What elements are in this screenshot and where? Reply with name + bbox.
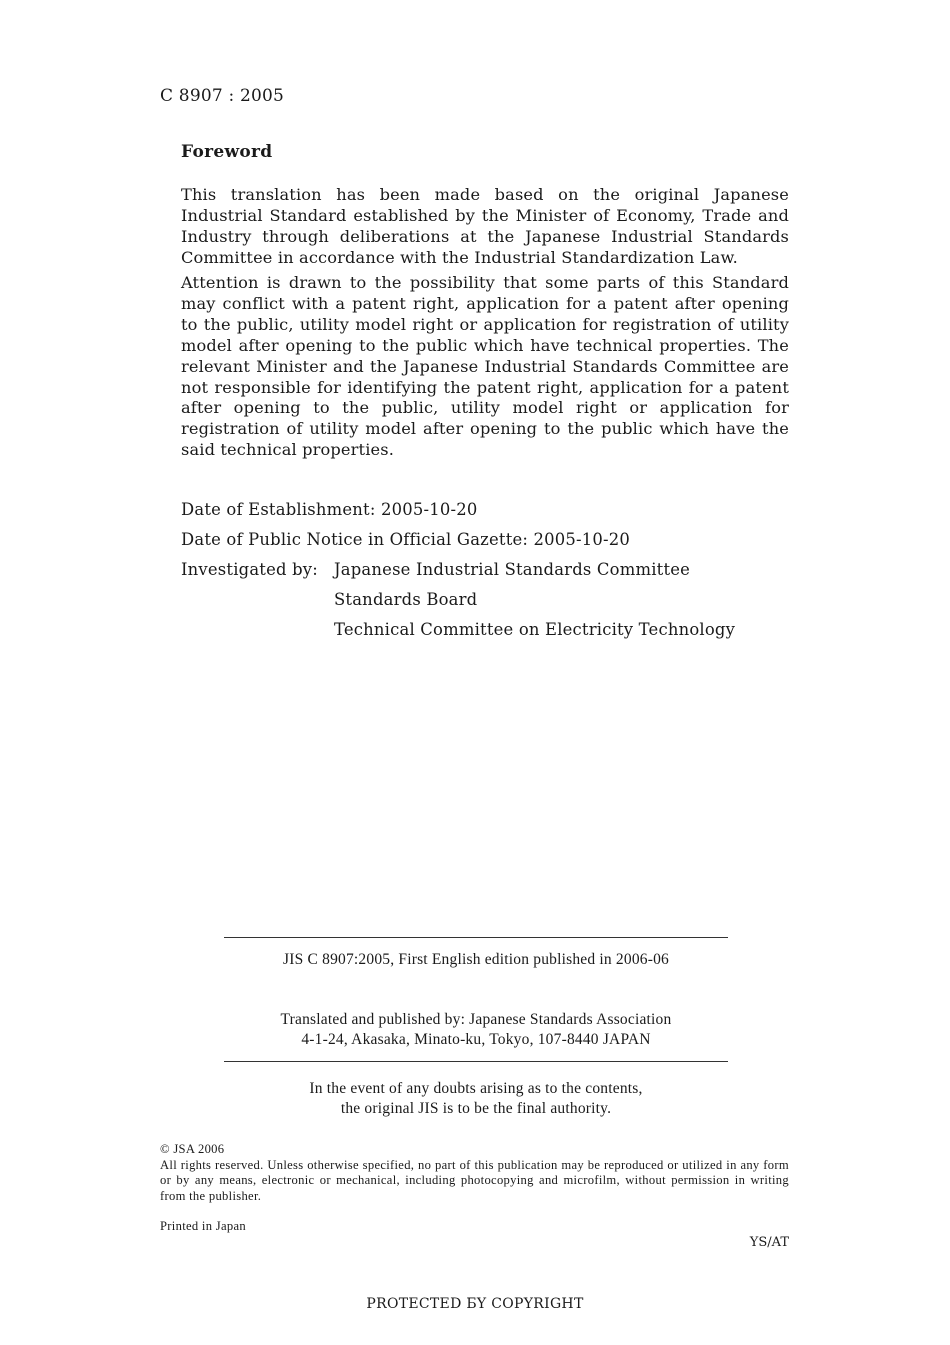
publisher-address: 4-1-24, Akasaka, Minato-ku, Tokyo, 107-8440 JAPAN (301, 1031, 651, 1048)
foreword-heading: Foreword (181, 142, 273, 162)
divider (224, 1061, 728, 1062)
divider (224, 937, 728, 938)
investigated-by-label: Investigated by: (181, 560, 318, 579)
authority-line: In the event of any doubts arising as to the contents, (309, 1080, 643, 1097)
copyright-watermark: PROTECTED БY COPYRIGHT (366, 1296, 584, 1312)
staff-code: YS/AT (749, 1235, 789, 1250)
date-of-establishment: Date of Establishment: 2005-10-20 (181, 500, 478, 519)
authority-note (224, 1079, 728, 1118)
copyright-notice: © JSA 2006 (160, 1142, 225, 1156)
document-number: C 8907 : 2005 (160, 86, 285, 106)
committee-item: Technical Committee on Electricity Technology (334, 620, 736, 639)
committee-item: Standards Board (334, 590, 478, 609)
foreword-paragraph-1: This translation has been made based on the original Japanese Industrial Standard established by the Minister of Economy, Trade and Industry through deliberations at the Japanese Industrial Standards Committee in accordance with the Industrial Standardization Law. (181, 185, 789, 267)
publisher-block (224, 1010, 728, 1050)
foreword-paragraph-2: Attention is drawn to the possibility that some parts of this Standard may conflict with a patent right, application for a patent after opening to the public, utility model right or application for registration of utility model after opening to the public which have technical properties. The relevant Minister and the Japanese Industrial Standards Committee are not responsible for identifying the patent right, application for a patent after opening to the public, utility model right or application for registration of utility model after opening to the public which have the said technical properties. (181, 273, 789, 460)
authority-line: the original JIS is to be the final authority. (340, 1099, 612, 1117)
edition-note: JIS C 8907:2005, First English edition published in 2006-06 (283, 951, 669, 968)
printed-location: Printed in Japan (160, 1219, 246, 1233)
publisher-line: Translated and published by: Japanese Standards Association (280, 1011, 672, 1028)
rights-statement: All rights reserved. Unless otherwise specified, no part of this publication may be reproduced or utilized in any form or by any means, electronic or mechanical, including photocopying and microfilm, without permission in writing from the publisher. (160, 1158, 789, 1203)
date-of-public-notice: Date of Public Notice in Official Gazette: 2005-10-20 (181, 530, 631, 549)
committee-item: Japanese Industrial Standards Committee (334, 560, 691, 579)
